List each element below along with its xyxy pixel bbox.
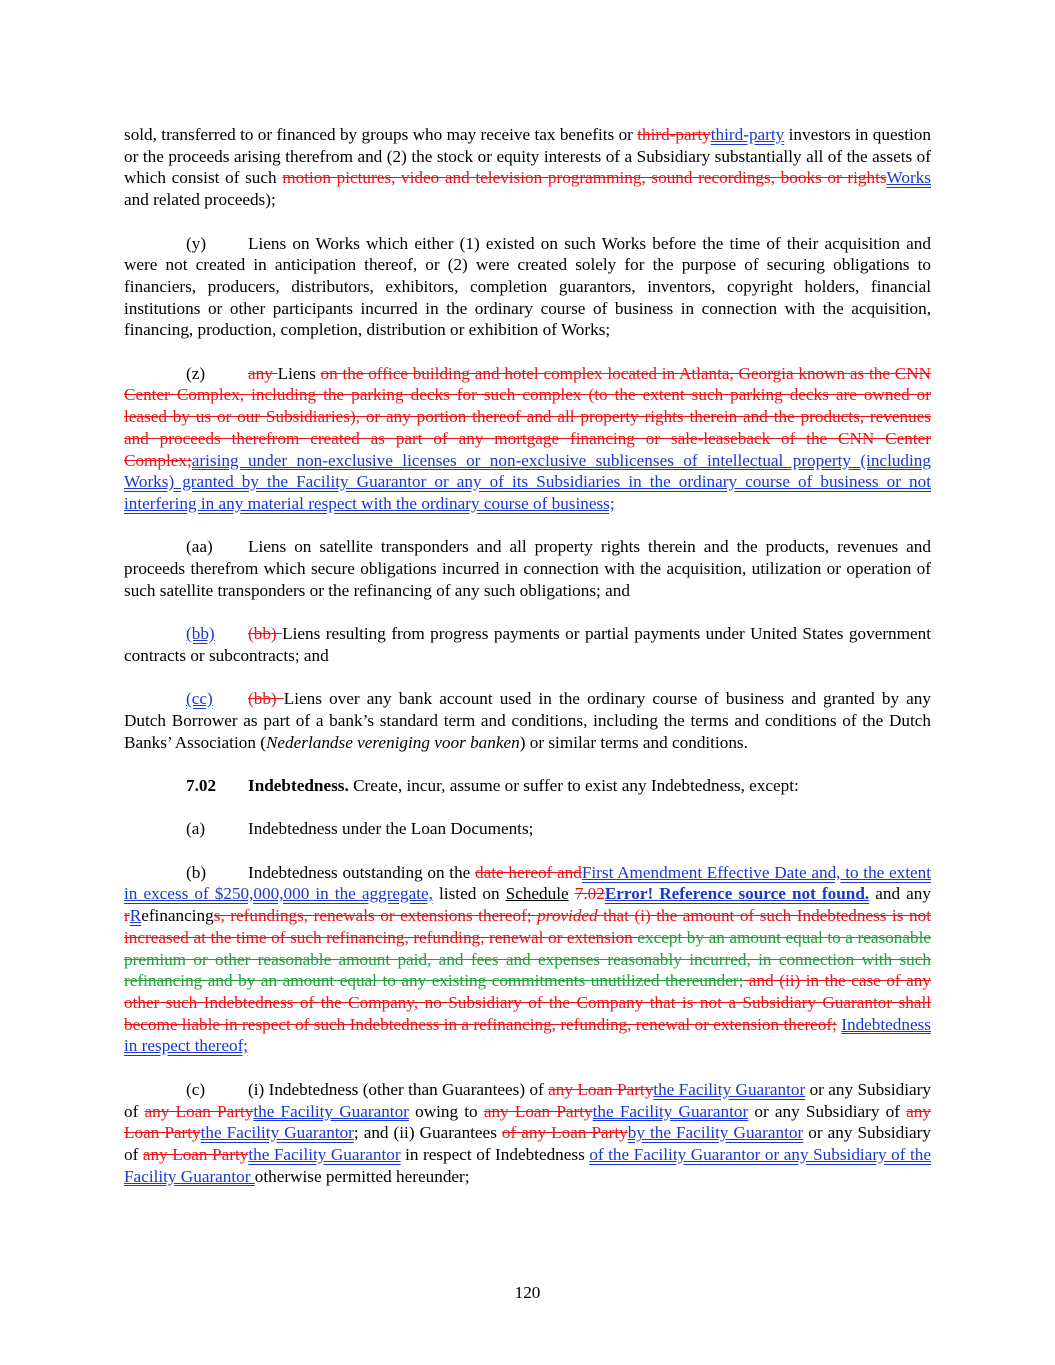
section-number: 7.02: [186, 776, 217, 795]
text: or any Subsidiary of: [124, 1079, 931, 1121]
deleted-text: any: [248, 363, 278, 383]
deleted-text: provided: [537, 906, 598, 926]
inserted-text: First Amendment Effective Date and, to the extent in excess of $250,000,000 in the aggregate,: [124, 862, 932, 904]
paragraph-z: [124, 363, 931, 515]
inserted-text: of the Facility Guarantor or any Subsidiary of the Facility Guarantor: [124, 1144, 932, 1186]
deleted-text: r: [124, 906, 130, 926]
clause-label: (b): [186, 862, 207, 882]
clause-label: (y): [186, 233, 207, 253]
text: Indebtedness under the Loan Documents;: [248, 819, 534, 839]
paragraph-y: [124, 233, 931, 342]
deleted-text: on the office building and hotel complex located in Atlanta, Georgia known as the CNN Center Complex, including the parking decks for such complex (to the extent such parking decks are owned or leased by us or our Subsidiaries), or any portion thereof and all property rights therein and the products, revenues and proceeds therefrom created as part of any mortgage financing or sale-leaseback of the CNN Center Complex;: [124, 363, 931, 470]
page-number: 120: [514, 1283, 541, 1302]
inserted-text: R: [129, 906, 142, 926]
paragraph-bb: [124, 623, 931, 666]
inserted-text: arising under non-exclusive licenses or non-exclusive sublicenses of intellectual property (including Works) granted by the Facility Guarantor or any of its Subsidiaries in the ordinary course of business or not interfering in any material respect with the ordinary course of business;: [124, 450, 931, 513]
text: and related proceeds);: [124, 190, 276, 210]
deleted-text: any Loan Party: [142, 1144, 249, 1164]
clause-label: (a): [186, 819, 206, 839]
deleted-text: date hereof and: [475, 862, 582, 882]
paragraph-a: [124, 818, 931, 840]
text: and any: [869, 884, 931, 904]
deleted-text: any Loan Party: [144, 1101, 254, 1121]
inserted-text: the Facility Guarantor: [248, 1144, 401, 1164]
deleted-text: 7.02: [574, 884, 605, 904]
paragraph-aa: [124, 536, 931, 601]
inserted-clause-label: (bb): [186, 624, 215, 644]
deleted-clause-label: (bb): [248, 624, 283, 644]
document-page: [124, 124, 931, 1209]
inserted-text: the Facility Guarantor: [200, 1123, 354, 1143]
text: ) or similar terms and conditions.: [519, 732, 748, 752]
text: listed on: [432, 884, 506, 904]
moved-deleted-text: except by an amount equal to a reasonable premium or other reasonable amount paid, and fees and expenses reasonably incurred, in connection with such refinancing and by an amount equal to any existing commitments unutilized thereunder;: [124, 927, 931, 991]
deleted-text: and (ii) in the case of any other such Indebtedness of the Company, no Subsidiary of the Company that is not a Subsidiary Guarantor shall become liable in respect of such Indebtedness in a refinancing, refunding, renewal or extension thereof;: [124, 971, 931, 1034]
text: investors in question or the proceeds arising therefrom and (2) the stock or equity interests of a Subsidiary substantially all of the assets of which consist of such: [124, 125, 931, 188]
inserted-text: by the Facility Guarantor: [627, 1123, 804, 1143]
text: ; and (ii) Guarantees: [353, 1123, 502, 1143]
deleted-text: any Loan Party: [483, 1101, 593, 1121]
text: Liens on Works which either (1) existed on such Works before the time of their acquisition and were not created in anticipation thereof, or (2) were created solely for the purpose of securing obligations to financiers, producers, distributors, exhibitors, completion guarantors, inventors, copyright holders, financial institutions or other participants incurred in the ordinary course of business in connection with the acquisition, financing, production, completion, distribution or exhibition of Works;: [124, 233, 931, 340]
text: (i) Indebtedness (other than Guarantees) of: [248, 1079, 549, 1099]
text: in respect of Indebtedness: [400, 1144, 590, 1164]
inserted-text: third-party: [710, 125, 785, 144]
italic-text: Nederlandse vereniging voor banken: [265, 732, 520, 752]
deleted-text: of any Loan Party: [501, 1123, 628, 1143]
reference-error: Error! Reference source not found.: [604, 884, 870, 904]
paragraph-x-continuation: [124, 124, 931, 211]
deleted-text: s, refundings, renewals or extensions thereof;: [213, 906, 538, 926]
text: otherwise permitted hereunder;: [254, 1166, 470, 1186]
deleted-text: third-party: [637, 125, 711, 144]
schedule-reference: Schedule: [505, 884, 569, 904]
inserted-text: the Facility Guarantor: [653, 1079, 806, 1099]
inserted-text: the Facility Guarantor: [592, 1101, 749, 1121]
section-7-02-heading: [124, 775, 931, 797]
deleted-text: that (i) the amount of such Indebtedness is not increased at the time of such refinancing, refunding, renewal or extension: [124, 906, 931, 947]
deleted-text: any Loan Party: [548, 1079, 654, 1099]
text: Liens on satellite transponders and all property rights therein and the products, revenues and proceeds therefrom which secure obligations incurred in connection with the acquisition, utilization or operation of such satellite transponders or the refinancing of any such obligations; and: [124, 537, 931, 600]
text: or any Subsidiary of: [748, 1101, 907, 1121]
text: Indebtedness outstanding on the: [248, 862, 476, 882]
inserted-text: the Facility Guarantor: [253, 1101, 409, 1121]
paragraph-b: [124, 862, 931, 1057]
inserted-text: Works: [886, 168, 931, 188]
text: owing to: [408, 1101, 484, 1121]
deleted-clause-label: (bb): [248, 689, 284, 709]
paragraph-c: [124, 1079, 931, 1188]
inserted-clause-label: (cc): [186, 689, 213, 709]
text: Liens: [277, 363, 321, 383]
clause-label: (z): [186, 363, 206, 383]
deleted-text: any Loan Party: [124, 1101, 931, 1143]
text: Create, incur, assume or suffer to exist any Indebtedness, except:: [348, 776, 799, 795]
text: sold, transferred to or financed by groups who may receive tax benefits or: [124, 125, 638, 144]
paragraph-cc: [124, 688, 931, 753]
text: efinancing: [141, 906, 214, 926]
inserted-text: Indebtedness in respect thereof;: [124, 1014, 931, 1056]
section-title: Indebtedness.: [248, 776, 349, 795]
deleted-text: motion pictures, video and television programming, sound recordings, books or rights: [282, 168, 887, 188]
text: or any Subsidiary of: [124, 1123, 931, 1164]
text: Liens over any bank account used in the ordinary course of business and granted by any Dutch Borrower as part of a bank’s standard term and conditions, including the terms and conditions of the Dutch Banks’ Association (: [124, 689, 931, 752]
clause-label: (c): [186, 1079, 206, 1099]
clause-label: (aa): [186, 537, 213, 557]
text: Liens resulting from progress payments or partial payments under United States government contracts or subcontracts; and: [124, 624, 932, 665]
